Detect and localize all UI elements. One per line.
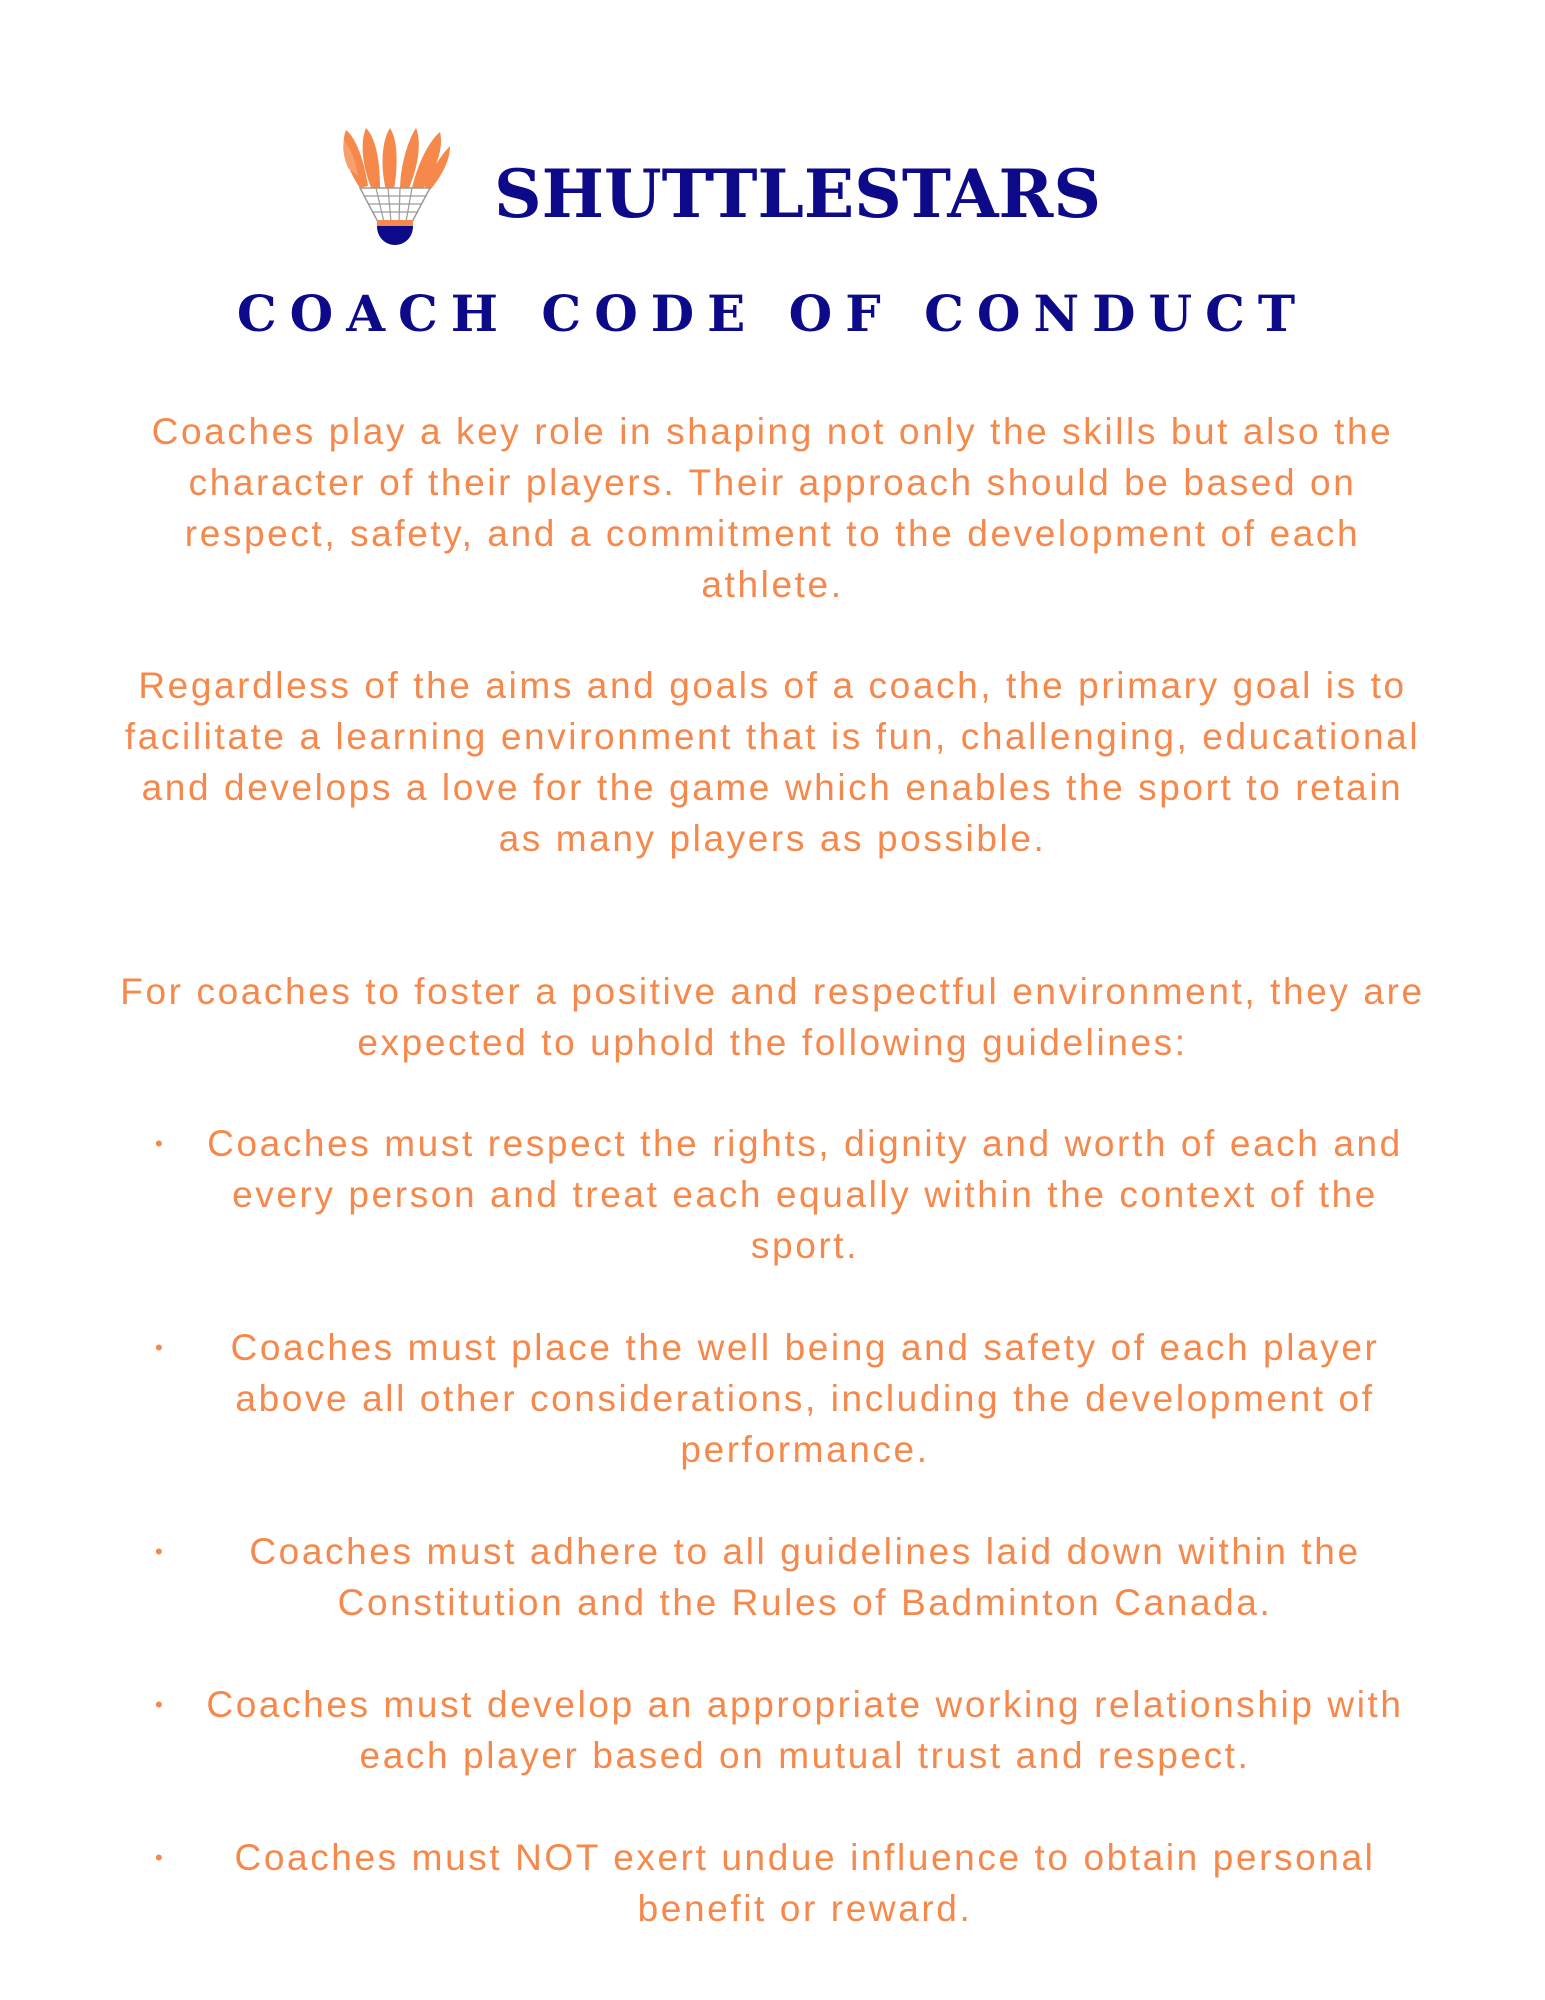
guideline-text: Coaches must respect the rights, dignity and worth of each and every person and treat each equally within the context of the sport. <box>207 1123 1403 1266</box>
intro-paragraph: Coaches play a key role in shaping not only the skills but also the character of their players. Their approach should be based on respect, safety, and a commitment to the development of each athlete. <box>151 411 1394 605</box>
guideline-item <box>0 1526 1545 1628</box>
guideline-item <box>0 1118 1545 1271</box>
bullet-icon: • <box>155 1692 166 1717</box>
bullet-icon: • <box>155 1845 166 1870</box>
guideline-item <box>0 1832 1545 1934</box>
guideline-item <box>0 1322 1545 1475</box>
guidelines-list <box>0 1118 1545 1985</box>
intro-paragraph: Regardless of the aims and goals of a coach, the primary goal is to facilitate a learning environment that is fun, challenging, educational and develops a love for the game which enables the sport to retain as many players as possible. <box>124 665 1421 859</box>
brand-header <box>340 128 1101 246</box>
bullet-icon: • <box>155 1539 166 1564</box>
guideline-item <box>0 1679 1545 1781</box>
guideline-text: Coaches must place the well being and safety of each player above all other considerations, including the development of performance. <box>230 1327 1380 1470</box>
brand-name: SHUTTLESTARS <box>494 155 1102 233</box>
bullet-icon: • <box>155 1335 166 1360</box>
guideline-text: Coaches must adhere to all guidelines laid down within the Constitution and the Rules of Badminton Canada. <box>249 1531 1361 1623</box>
document-title: COACH CODE OF CONDUCT <box>236 284 1309 343</box>
shuttlecock-icon <box>340 128 452 246</box>
guideline-text: Coaches must NOT exert undue influence to obtain personal benefit or reward. <box>234 1837 1376 1929</box>
intro-paragraph: For coaches to foster a positive and respectful environment, they are expected to uphold the following guidelines: <box>120 971 1425 1063</box>
bullet-icon: • <box>155 1131 166 1156</box>
guideline-text: Coaches must develop an appropriate working relationship with each player based on mutual trust and respect. <box>206 1684 1404 1776</box>
